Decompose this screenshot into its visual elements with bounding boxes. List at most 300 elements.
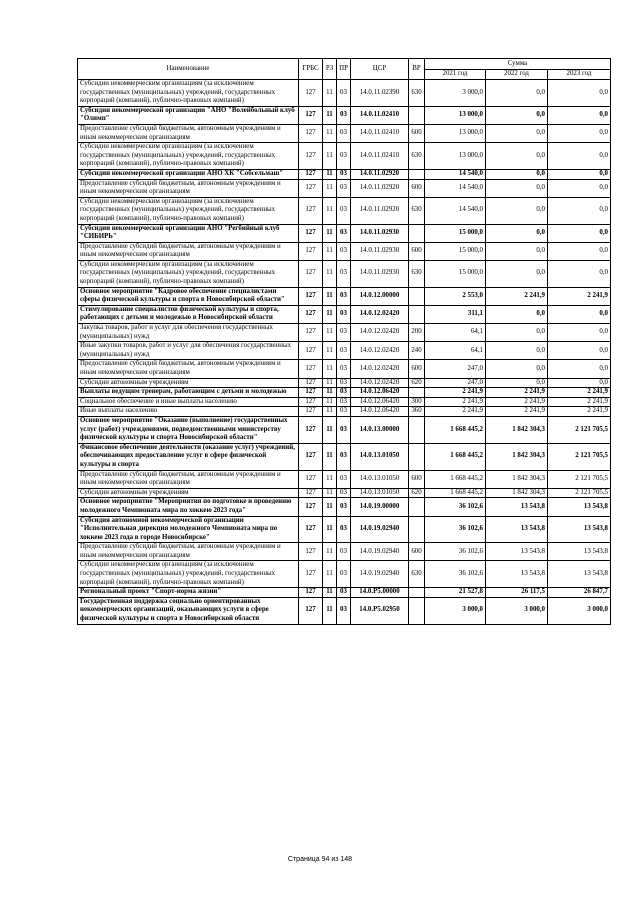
cell-rz: 11 [323,106,337,124]
cell-name: Выплаты ведущим тренерам, работающим с детьми и молодежью [78,388,299,398]
table-header [78,59,611,80]
cell-csr: 14.0.12.06420 [351,407,409,417]
cell-pr: 03 [337,516,351,543]
cell-sum-2022: 0,0 [486,360,548,378]
table-row [78,260,611,287]
cell-name: Государственная поддержка социально ориентированных некоммерческих организаций, оказывающих услуги в сфере физической культуры и спорта в Новосибирской области [78,597,299,624]
cell-csr: 14.0.P5.00000 [351,588,409,598]
cell-sum-2022: 13 543,8 [486,498,548,516]
cell-sum-2023: 2 241,9 [548,407,611,417]
table-row [78,388,611,398]
cell-vr [409,516,425,543]
cell-sum-2022: 0,0 [486,242,548,260]
cell-pr: 03 [337,179,351,197]
table-row [78,360,611,378]
cell-rz: 11 [323,397,337,407]
cell-sum-2021: 36 102,6 [425,516,486,543]
cell-grbs: 127 [299,305,323,323]
cell-csr: 14.0.19.00000 [351,498,409,516]
cell-vr: 630 [409,80,425,107]
cell-csr: 14.0.11.02930 [351,242,409,260]
cell-grbs: 127 [299,260,323,287]
cell-csr: 14.0.11.02920 [351,197,409,224]
cell-grbs: 127 [299,597,323,624]
cell-rz: 11 [323,416,337,443]
cell-grbs: 127 [299,397,323,407]
cell-rz: 11 [323,342,337,360]
cell-csr: 14.0.12.02420 [351,378,409,388]
cell-vr [409,588,425,598]
cell-rz: 11 [323,378,337,388]
cell-pr: 03 [337,561,351,588]
table-row [78,378,611,388]
cell-name: Субсидии некоммерческим организациям (за исключением государственных (муниципальных) учреждений, государственных корпораций (компаний), публично-правовых компаний) [78,561,299,588]
table-row [78,470,611,488]
cell-csr: 14.0.12.06420 [351,397,409,407]
table-row [78,143,611,170]
header-csr: ЦСР [351,59,409,80]
cell-sum-2022: 2 241,9 [486,287,548,305]
cell-sum-2023: 0,0 [548,179,611,197]
cell-sum-2023: 0,0 [548,342,611,360]
cell-name: Субсидии некоммерческим организациям (за исключением государственных (муниципальных) учреждений, государственных корпораций (компаний), публично-правовых компаний) [78,260,299,287]
cell-vr: 300 [409,397,425,407]
cell-sum-2023: 0,0 [548,324,611,342]
cell-grbs: 127 [299,488,323,498]
cell-sum-2023: 2 121 705,5 [548,488,611,498]
cell-grbs: 127 [299,407,323,417]
cell-sum-2022: 0,0 [486,169,548,179]
cell-sum-2022: 0,0 [486,143,548,170]
cell-vr: 360 [409,407,425,417]
cell-sum-2022: 0,0 [486,179,548,197]
header-year-2022: 2022 год [486,70,548,80]
table-row [78,106,611,124]
cell-csr: 14.0.13.01050 [351,443,409,470]
cell-sum-2022: 0,0 [486,305,548,323]
table-row [78,597,611,624]
cell-name: Субсидии автономным учреждениям [78,378,299,388]
cell-csr: 14.0.11.02930 [351,260,409,287]
cell-sum-2022: 1 842 304,3 [486,488,548,498]
cell-sum-2021: 311,1 [425,305,486,323]
cell-csr: 14.0.11.02920 [351,179,409,197]
cell-name: Региональный проект "Спорт-норма жизни" [78,588,299,598]
cell-sum-2023: 0,0 [548,260,611,287]
cell-rz: 11 [323,124,337,142]
cell-grbs: 127 [299,588,323,598]
cell-vr: 600 [409,360,425,378]
cell-name: Субсидии некоммерческой организации "АНО "Волейбольный клуб "Олимп" [78,106,299,124]
cell-name: Основное мероприятие "Мероприятия по подготовке и проведению молодежного Чемпионата мира по хоккею 2023 года" [78,498,299,516]
cell-name: Основное мероприятие "Кадровое обеспечение специалистами сферы физической культуры и спорта в Новосибирской области" [78,287,299,305]
cell-sum-2022: 13 543,8 [486,543,548,561]
cell-csr: 14.0.13.01050 [351,470,409,488]
cell-sum-2021: 13 000,0 [425,124,486,142]
cell-sum-2021: 3 000,0 [425,80,486,107]
cell-csr: 14.0.11.02410 [351,143,409,170]
cell-sum-2021: 2 241,9 [425,397,486,407]
cell-csr: 14.0.11.02920 [351,169,409,179]
cell-pr: 03 [337,407,351,417]
cell-rz: 11 [323,588,337,598]
cell-sum-2023: 13 543,8 [548,516,611,543]
cell-sum-2021: 13 000,0 [425,106,486,124]
table-row [78,169,611,179]
cell-rz: 11 [323,561,337,588]
cell-sum-2023: 2 121 705,5 [548,416,611,443]
cell-grbs: 127 [299,543,323,561]
cell-sum-2023: 2 241,9 [548,397,611,407]
cell-sum-2022: 26 117,5 [486,588,548,598]
table-row [78,488,611,498]
header-sum: Сумма [425,59,611,70]
cell-name: Субсидии некоммерческим организациям (за исключением государственных (муниципальных) учреждений, государственных корпораций (компаний), публично-правовых компаний) [78,80,299,107]
cell-vr [409,597,425,624]
cell-grbs: 127 [299,443,323,470]
page-footer: Страница 94 из 148 [287,856,353,863]
cell-pr: 03 [337,242,351,260]
cell-sum-2023: 13 543,8 [548,543,611,561]
cell-pr: 03 [337,124,351,142]
cell-sum-2022: 1 842 304,3 [486,416,548,443]
cell-name: Субсидии некоммерческой организации АНО "Регбийный клуб "СИБИРЬ" [78,224,299,242]
cell-csr: 14.0.12.02420 [351,360,409,378]
cell-grbs: 127 [299,124,323,142]
cell-name: Субсидии некоммерческим организациям (за исключением государственных (муниципальных) учреждений, государственных корпораций (компаний), публично-правовых компаний) [78,197,299,224]
cell-name: Финансовое обеспечение деятельности (оказание услуг) учреждений, обеспечивающих предоставление услуг в сфере физической культуры и спорта [78,443,299,470]
cell-sum-2021: 64,1 [425,324,486,342]
cell-name: Социальное обеспечение и иные выплаты населению [78,397,299,407]
cell-sum-2021: 36 102,6 [425,561,486,588]
cell-sum-2023: 0,0 [548,360,611,378]
cell-rz: 11 [323,197,337,224]
cell-name: Иные выплаты населению [78,407,299,417]
cell-sum-2022: 0,0 [486,342,548,360]
cell-grbs: 127 [299,498,323,516]
cell-pr: 03 [337,342,351,360]
cell-vr: 200 [409,324,425,342]
cell-sum-2021: 15 000,0 [425,260,486,287]
cell-vr: 600 [409,543,425,561]
table-row [78,124,611,142]
cell-grbs: 127 [299,388,323,398]
cell-grbs: 127 [299,197,323,224]
cell-sum-2023: 3 000,0 [548,597,611,624]
table-row [78,287,611,305]
cell-sum-2023: 0,0 [548,106,611,124]
cell-sum-2023: 0,0 [548,169,611,179]
cell-pr: 03 [337,260,351,287]
cell-grbs: 127 [299,224,323,242]
cell-sum-2021: 1 668 445,2 [425,470,486,488]
cell-rz: 11 [323,169,337,179]
cell-sum-2022: 2 241,9 [486,407,548,417]
cell-sum-2022: 13 543,8 [486,561,548,588]
cell-rz: 11 [323,488,337,498]
cell-csr: 14.0.12.00000 [351,287,409,305]
cell-sum-2022: 1 842 304,3 [486,443,548,470]
cell-sum-2022: 0,0 [486,197,548,224]
cell-pr: 03 [337,378,351,388]
cell-sum-2022: 2 241,9 [486,397,548,407]
cell-rz: 11 [323,179,337,197]
cell-pr: 03 [337,388,351,398]
cell-rz: 11 [323,143,337,170]
cell-csr: 14.0.13.00000 [351,416,409,443]
cell-sum-2023: 0,0 [548,378,611,388]
cell-grbs: 127 [299,169,323,179]
cell-grbs: 127 [299,179,323,197]
cell-name: Закупка товаров, работ и услуг для обеспечения государственных (муниципальных) нужд [78,324,299,342]
cell-sum-2023: 13 543,8 [548,498,611,516]
cell-csr: 14.0.11.02390 [351,80,409,107]
cell-sum-2022: 13 543,8 [486,516,548,543]
cell-csr: 14.0.11.02410 [351,124,409,142]
cell-sum-2021: 1 668 445,2 [425,488,486,498]
cell-sum-2022: 0,0 [486,224,548,242]
cell-name: Основное мероприятие "Оказание (выполнение) государственных услуг (работ) учреждениями, подведомственными министерству физической культуры и спорта Новосибирской области" [78,416,299,443]
cell-csr: 14.0.12.06420 [351,388,409,398]
cell-rz: 11 [323,305,337,323]
cell-sum-2021: 3 000,0 [425,597,486,624]
cell-sum-2023: 2 241,9 [548,287,611,305]
cell-pr: 03 [337,305,351,323]
cell-pr: 03 [337,588,351,598]
cell-grbs: 127 [299,561,323,588]
cell-rz: 11 [323,443,337,470]
cell-pr: 03 [337,498,351,516]
cell-sum-2021: 14 540,0 [425,197,486,224]
cell-sum-2021: 247,0 [425,360,486,378]
table-row [78,224,611,242]
cell-name: Иные закупки товаров, работ и услуг для обеспечения государственных (муниципальных) нужд [78,342,299,360]
table-row [78,324,611,342]
table-row [78,80,611,107]
cell-csr: 14.0.12.02420 [351,342,409,360]
cell-sum-2021: 13 000,0 [425,143,486,170]
header-pr: ПР [337,59,351,80]
cell-grbs: 127 [299,80,323,107]
cell-vr [409,388,425,398]
cell-sum-2021: 15 000,0 [425,224,486,242]
cell-grbs: 127 [299,324,323,342]
cell-sum-2023: 0,0 [548,197,611,224]
cell-name: Предоставление субсидий бюджетным, автономным учреждениям и иным некоммерческим организациям [78,124,299,142]
cell-vr [409,224,425,242]
cell-rz: 11 [323,543,337,561]
table-row [78,179,611,197]
cell-rz: 11 [323,242,337,260]
cell-sum-2023: 0,0 [548,143,611,170]
cell-sum-2023: 0,0 [548,305,611,323]
cell-csr: 14.0.11.02410 [351,106,409,124]
cell-rz: 11 [323,224,337,242]
cell-csr: 14.0.P5.02950 [351,597,409,624]
cell-rz: 11 [323,470,337,488]
cell-pr: 03 [337,543,351,561]
table-row [78,416,611,443]
cell-sum-2021: 36 102,6 [425,498,486,516]
cell-pr: 03 [337,360,351,378]
cell-rz: 11 [323,80,337,107]
budget-table [77,58,611,625]
cell-grbs: 127 [299,242,323,260]
cell-grbs: 127 [299,378,323,388]
cell-name: Субсидии некоммерческой организации АНО ХК "Собсельмаш" [78,169,299,179]
cell-vr: 600 [409,470,425,488]
cell-name: Стимулирование специалистов физической культуры и спорта, работающих с детьми и молодежью в Новосибирской области [78,305,299,323]
cell-grbs: 127 [299,360,323,378]
cell-name: Предоставление субсидий бюджетным, автономным учреждениям и иным некоммерческим организациям [78,470,299,488]
cell-grbs: 127 [299,342,323,360]
budget-table-sheet [77,58,610,625]
cell-vr [409,498,425,516]
cell-name: Субсидия автономной некоммерческой организации "Исполнительная дирекция молодежного Чемпионата мира по хоккею 2023 года в городе Новосибирске" [78,516,299,543]
cell-sum-2023: 26 847,7 [548,588,611,598]
cell-name: Субсидии некоммерческим организациям (за исключением государственных (муниципальных) учреждений, государственных корпораций (компаний), публично-правовых компаний) [78,143,299,170]
table-row [78,543,611,561]
cell-vr: 600 [409,179,425,197]
header-vr: ВР [409,59,425,80]
cell-sum-2021: 21 527,8 [425,588,486,598]
cell-vr: 630 [409,143,425,170]
cell-name: Предоставление субсидий бюджетным, автономным учреждениям и иным некоммерческим организациям [78,543,299,561]
cell-grbs: 127 [299,143,323,170]
cell-grbs: 127 [299,516,323,543]
cell-sum-2022: 0,0 [486,324,548,342]
cell-vr [409,416,425,443]
cell-vr [409,106,425,124]
cell-vr: 630 [409,561,425,588]
table-row [78,305,611,323]
cell-sum-2022: 2 241,9 [486,388,548,398]
cell-sum-2021: 1 668 445,2 [425,416,486,443]
table-row [78,407,611,417]
cell-grbs: 127 [299,416,323,443]
cell-pr: 03 [337,143,351,170]
cell-sum-2023: 0,0 [548,242,611,260]
cell-sum-2022: 0,0 [486,124,548,142]
cell-vr [409,443,425,470]
table-body [78,80,611,625]
cell-rz: 11 [323,260,337,287]
header-rz: РЗ [323,59,337,80]
cell-grbs: 127 [299,287,323,305]
cell-sum-2021: 64,1 [425,342,486,360]
cell-vr: 600 [409,242,425,260]
cell-pr: 03 [337,106,351,124]
cell-csr: 14.0.19.02940 [351,561,409,588]
cell-sum-2021: 14 540,0 [425,169,486,179]
cell-sum-2021: 2 553,0 [425,287,486,305]
cell-sum-2023: 0,0 [548,124,611,142]
cell-sum-2023: 13 543,8 [548,561,611,588]
cell-sum-2021: 2 241,9 [425,388,486,398]
cell-sum-2022: 0,0 [486,260,548,287]
cell-sum-2023: 2 241,9 [548,388,611,398]
cell-pr: 03 [337,324,351,342]
cell-sum-2022: 1 842 304,3 [486,470,548,488]
cell-vr [409,305,425,323]
cell-pr: 03 [337,597,351,624]
cell-rz: 11 [323,324,337,342]
cell-name: Предоставление субсидий бюджетным, автономным учреждениям и иным некоммерческим организациям [78,242,299,260]
cell-csr: 14.0.12.02420 [351,324,409,342]
header-year-2023: 2023 год [548,70,611,80]
cell-rz: 11 [323,407,337,417]
cell-csr: 14.0.19.02940 [351,543,409,561]
cell-name: Предоставление субсидий бюджетным, автономным учреждениям и иным некоммерческим организациям [78,179,299,197]
cell-name: Субсидии автономным учреждениям [78,488,299,498]
table-row [78,197,611,224]
table-row [78,397,611,407]
cell-sum-2022: 0,0 [486,106,548,124]
table-row [78,342,611,360]
table-row [78,561,611,588]
cell-vr [409,169,425,179]
cell-sum-2022: 3 000,0 [486,597,548,624]
cell-csr: 14.0.11.02930 [351,224,409,242]
cell-pr: 03 [337,443,351,470]
cell-pr: 03 [337,488,351,498]
cell-vr [409,287,425,305]
cell-rz: 11 [323,287,337,305]
cell-pr: 03 [337,397,351,407]
cell-vr: 240 [409,342,425,360]
table-row [78,588,611,598]
header-year-2021: 2021 год [425,70,486,80]
cell-vr: 600 [409,124,425,142]
header-name: Наименование [78,59,299,80]
table-row [78,498,611,516]
table-row [78,516,611,543]
cell-csr: 14.0.12.02420 [351,305,409,323]
cell-sum-2021: 2 241,9 [425,407,486,417]
cell-rz: 11 [323,360,337,378]
cell-pr: 03 [337,224,351,242]
cell-csr: 14.0.19.02940 [351,516,409,543]
cell-vr: 620 [409,378,425,388]
cell-sum-2021: 36 102,6 [425,543,486,561]
cell-sum-2021: 14 540,0 [425,179,486,197]
cell-vr: 620 [409,488,425,498]
cell-sum-2023: 2 121 705,5 [548,443,611,470]
cell-pr: 03 [337,169,351,179]
cell-pr: 03 [337,416,351,443]
table-row [78,443,611,470]
cell-grbs: 127 [299,470,323,488]
cell-vr: 630 [409,260,425,287]
cell-pr: 03 [337,197,351,224]
cell-rz: 11 [323,388,337,398]
cell-sum-2023: 0,0 [548,224,611,242]
cell-sum-2022: 0,0 [486,80,548,107]
cell-pr: 03 [337,470,351,488]
table-row [78,242,611,260]
cell-rz: 11 [323,498,337,516]
cell-grbs: 127 [299,106,323,124]
header-grbs: ГРБС [299,59,323,80]
cell-rz: 11 [323,516,337,543]
cell-sum-2023: 0,0 [548,80,611,107]
cell-name: Предоставление субсидий бюджетным, автономным учреждениям и иным некоммерческим организациям [78,360,299,378]
cell-sum-2021: 247,0 [425,378,486,388]
cell-csr: 14.0.13.01050 [351,488,409,498]
cell-rz: 11 [323,597,337,624]
cell-vr: 630 [409,197,425,224]
cell-sum-2023: 2 121 705,5 [548,470,611,488]
